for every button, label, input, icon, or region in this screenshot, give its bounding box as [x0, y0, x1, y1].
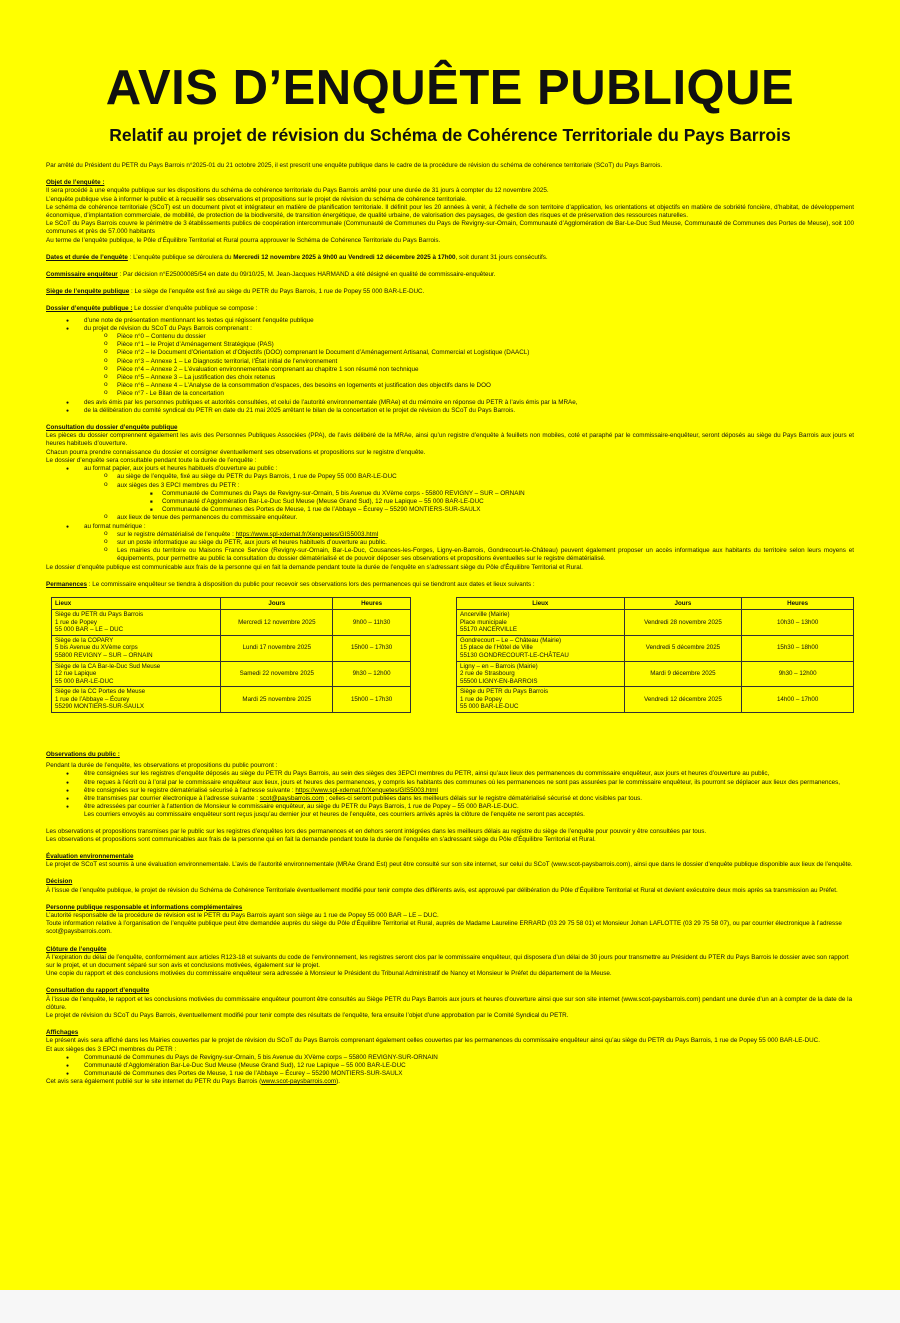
personne-para: L’autorité responsable de la procédure de révision est le PETR du Pays Barrois ayant son siège au 1 rue de Popey 55 000 BAR – LE – DUC.	[46, 911, 439, 919]
cloture-para: À l’expiration du délai de l’enquête, conformément aux articles R123-18 et suivants du code de l’environnement, les registres seront clos par le commissaire enquêteur, qui disposera d’un délai de 30 jours pour transmettre au Président du PTER du Pays Barrois le dossier avec son rapport sur le projet, et un document séparé sur son avis et conclusions motivées, également sur le projet.	[46, 953, 849, 969]
lieu-line: Ligny – en – Barrois (Mairie)	[460, 662, 538, 670]
lieu-line: 55 000 BAR-LE-DUC	[55, 677, 114, 685]
list-item: ● être reçues à l’écrit ou à l’oral par le commissaire enquêteur aux lieux, jours et heures des permanences, y compris les habitants des communes où les permanences ne sont pas assurées par le commissaire enquêteur, ils pourront se déplacer aux lieux des permanences,	[46, 779, 854, 787]
notice-title: AVIS D’ENQUÊTE PUBLIQUE	[105, 61, 795, 115]
affichages-para: Le présent avis sera affiché dans les Mairies couvertes par le projet de révision du SCoT du Pays Barrois comprenant également celles couvertes par les permanences du commissaire enquêteur ainsi qu’au siège du PETR du Pays Barrois, 1 rue de Popey 55 000 BAR-LE-DUC.	[46, 1037, 820, 1045]
list-item: ● au format papier, aux jours et heures habituels d’ouverture au public :	[46, 465, 854, 473]
section-commissaire	[46, 271, 854, 279]
dates-period: Mercredi 12 novembre 2025 à 9h00 au Vendredi 12 décembre 2025 à 17h00	[233, 253, 456, 261]
cloture-heading: Clôture de l’enquête	[46, 945, 107, 953]
section-personne	[46, 904, 854, 937]
rapport-para: Le projet de révision du SCoT du Pays Barrois, éventuellement modifié pour tenir compte des résultats de l’enquête, fera ensuite l’objet d’une approbation par le Comité Syndical du PETR.	[46, 1012, 569, 1020]
personne-para: Toute information relative à l’organisation de l’enquête publique peut être demandée auprès du siège du Pôle d’Équilibre Territorial et Rural, auprès de Madame Laureline ERRARD (03 29 75 58 01) et Monsieur Johan LAFLOTTE (03 29 75 58 07), ou par courrier électronique à l’adresse scot@paysbarrois.com.	[46, 920, 842, 936]
cloture-para: Une copie du rapport et des conclusions motivées du commissaire enquêteur sera adressée à Monsieur le Président du Tribunal Administratif de Nancy et Monsieur le Préfet du département de la Meuse.	[46, 970, 612, 978]
permanences-text: : Le commissaire enquêteur se tiendra à disposition du public pour recevoir ses observations lors des permanences qui se tiendront aux dates et lieux suivants :	[86, 580, 535, 588]
lieu-line: 1 rue de Popey	[460, 695, 502, 703]
section-siege	[46, 288, 854, 296]
lieu-cell	[52, 635, 221, 661]
list-item-text: ; celles-ci seront publiées dans les meilleurs délais sur le registre dématérialisé sécurisé et donc visibles par tous.	[323, 794, 642, 802]
siege-heading: Siège de l’enquête publique	[46, 288, 130, 296]
table-row	[52, 687, 411, 713]
list-item	[46, 787, 854, 795]
lieu-line: 55170 ANCERVILLE	[460, 626, 517, 634]
jour-cell: Vendredi 12 décembre 2025	[624, 687, 742, 713]
heure-cell: 15h00 – 17h30	[333, 687, 411, 713]
lieu-line: 55130 GONDRECOURT-LE-CHÂTEAU	[460, 651, 569, 659]
epci-item: ■ Communauté de Communes du Pays de Revigny-sur-Ornain, 5 bis Avenue du XVème corps - 55800 REVIGNY – SUR – ORNAIN	[46, 490, 854, 498]
permanences-table-right	[456, 597, 854, 713]
affichages-text: Cet avis sera également publié sur le site internet du PETR du Pays Barrois (	[46, 1078, 262, 1086]
list-item	[46, 325, 854, 333]
heure-cell: 9h30 – 12h00	[333, 661, 411, 687]
dates-text: : L’enquête publique se déroulera du	[127, 253, 234, 261]
notice-subtitle: Relatif au projet de révision du Schéma de Cohérence Territoriale du Pays Barrois	[109, 125, 791, 145]
section-consultation	[46, 424, 854, 572]
list-item	[46, 803, 854, 819]
list-item: o sur un poste informatique au siège du PETR, aux jours et heures habituels d’ouverture au public.	[46, 539, 854, 547]
jour-cell: Vendredi 28 novembre 2025	[624, 609, 742, 635]
website-link[interactable]: www.scot-paysbarrois.com	[261, 1078, 337, 1086]
table-header: Heures	[333, 597, 411, 609]
section-permanences	[46, 581, 854, 589]
list-item-text: ● être adressées par courrier à l’attention de Monsieur le commissaire enquêteur, au siège du PETR du Pays Barrois, 1 rue de Popey – 55 000 BAR-LE-DUC.	[84, 803, 519, 811]
lieu-cell	[52, 661, 221, 687]
rapport-para: À l’issue de l’enquête, le rapport et les conclusions motivées du commissaire enquêteur pourront être consultés au Siège PETR du Pays Barrois aux jours et heures d’ouverture ainsi que sur son site internet (www.scot-paysbarrois.com) pendant une durée d’un an à compter de la date de la clôture.	[46, 995, 853, 1011]
epci-item: ■ Communauté d’Agglomération Bar-Le-Duc Sud Meuse (Meuse Grand Sud), 12 rue Lapique – 55 000 BAR-LE-DUC	[46, 498, 854, 506]
list-item: ● être consignées sur les registres d’enquête déposés au siège du PETR du Pays Barrois, au sein des sièges des 3EPCI membres du PETR, ainsi qu’aux lieux des permanences du commissaire enquêteur, aux jours et heures d’ouverture au public,	[46, 770, 854, 778]
list-item: o aux sièges des 3 EPCI membres du PETR :	[46, 482, 854, 490]
heure-cell: 15h00 – 17h30	[333, 635, 411, 661]
dates-heading: Dates et durée de l’enquête	[46, 253, 128, 261]
list-item-text: sur le registre dématérialisé de l’enquête :	[117, 530, 236, 538]
lieu-line: 5 bis Avenue du XVème corps	[55, 644, 138, 652]
table-row	[457, 609, 854, 635]
objet-para: Le SCoT du Pays Barrois couvre le périmètre de 3 établissements publics de coopération intercommunale (Communauté de Communes du Pays de Revigny-sur-Ornain, Communauté d’Agglomération de Bar-Le-Duc Sud Meuse, Communauté de Communes des Portes de Meuse), soit 100 communes et près de 57.000 habitants	[46, 220, 854, 236]
permanences-tables	[46, 597, 854, 747]
personne-heading: Personne publique responsable et informations complémentaires	[46, 903, 243, 911]
section-evaluation	[46, 853, 854, 869]
table-row	[52, 609, 411, 635]
lieu-line: Gondrecourt – Le – Château (Mairie)	[460, 636, 562, 644]
section-dates	[46, 254, 854, 262]
table-row	[457, 687, 854, 713]
list-item: o aux lieux de tenue des permanences du commissaire enquêteur.	[46, 514, 854, 522]
heure-cell: 10h30 – 13h00	[742, 609, 854, 635]
lieu-line: 2 rue de Strasbourg	[460, 670, 515, 678]
consultation-para: Le dossier d’enquête publique est communicable aux frais de la personne qui en fait la demande pendant toute la durée de l’enquête en s’adressant siège du Pôle d’Équilibre Territorial et Rural.	[46, 563, 583, 571]
list-item: ● Communauté d’Agglomération Bar-Le-Duc Sud Meuse (Meuse Grand Sud), 12 rue Lapique – 55 000 BAR-LE-DUC	[46, 1062, 854, 1070]
page-footer-margin	[0, 1290, 900, 1323]
list-item: o Les mairies du territoire ou Maisons France Service (Revigny-sur-Ornain, Bar-Le-Duc, Cousances-les-Forges, Ligny-en-Barrois, Gondrecourt-le-Château) peuvent également proposer un accès informatique aux habitants du territoire selon leurs moyens et équipements, pour permettre au public la consultation du dossier dématérialisé et de pouvoir déposer ses observations et propositions éventuelles sur le registre dématérialisé.	[46, 547, 854, 563]
permanences-table-left	[51, 597, 411, 713]
piece-item: o Pièce n°2 – le Document d’Orientation et d’Objectifs (DOO) comprenant le Document d’Aménagement Artisanal, Commercial et Logistique (DAACL)	[46, 349, 854, 357]
rapport-heading: Consultation du rapport d’enquête	[46, 987, 150, 995]
list-item-text: être consignées sur le registre dématérialisé sécurisé à l’adresse suivante :	[84, 786, 296, 794]
lieu-cell	[457, 687, 625, 713]
consultation-para: Chacun pourra prendre connaissance du dossier et consigner éventuellement ses observations et propositions sur le registre d’enquête.	[46, 448, 426, 456]
section-cloture	[46, 946, 854, 979]
jour-cell: Vendredi 5 décembre 2025	[624, 635, 742, 661]
list-item-text: du projet de révision du SCoT du Pays Barrois comprenant :	[84, 324, 252, 332]
affichages-para	[46, 1078, 854, 1086]
lieu-line: Place municipale	[460, 618, 507, 626]
table-header: Heures	[742, 597, 854, 609]
section-affichages	[46, 1029, 854, 1086]
objet-para: Au terme de l’enquête publique, le Pôle d’Équilibre Territorial et Rural pourra approuver le Schéma de Cohérence Territoriale du Pays Barrois.	[46, 236, 441, 244]
list-item: ● de la délibération du comité syndical du PETR en date du 21 mai 2025 arrêtant le bilan de la concertation et le projet de révision du SCoT du Pays Barrois.	[46, 407, 854, 415]
lieu-line: Siège de la CA Bar-le-Duc Sud Meuse	[55, 662, 161, 670]
heure-cell: 14h00 – 17h00	[742, 687, 854, 713]
email-link[interactable]: scot@paysbarrois.com	[259, 794, 324, 802]
section-observations	[46, 751, 854, 844]
lieu-line: 1 rue de Popey	[55, 618, 97, 626]
list-item: ● Communauté de Communes du Pays de Revigny-sur-Ornain, 5 bis Avenue du XVème corps – 55800 REVIGNY-SUR-ORNAIN	[46, 1054, 854, 1062]
decision-text: À l’issue de l’enquête publique, le projet de révision du Schéma de Cohérence Territoriale éventuellement modifié pour tenir compte des différents avis, est approuvé par délibération du Pôle d’Équilibre Territorial et Rural et devient exécutoire deux mois après sa transmission au Préfet.	[46, 886, 838, 894]
consultation-para: Les pièces du dossier comprennent également les avis des Personnes Publiques Associées (PPA), de l’avis délibéré de la MRAe, ainsi qu’un registre d’enquête à feuillets non mobiles, coté et paraphé par le commissaire-enquêteur, seront déposés au siège du Pays Barrois aux jours et heures habituels d’ouverture.	[46, 432, 854, 448]
lieu-cell	[52, 687, 221, 713]
table-row	[52, 661, 411, 687]
lieu-line: 12 rue Lapique	[55, 670, 97, 678]
list-item: o au siège de l’enquête, fixé au siège du PETR du Pays Barrois, 1 rue de Popey 55 000 BAR-LE-DUC	[46, 473, 854, 481]
heure-cell: 15h30 – 18h00	[742, 635, 854, 661]
piece-item: o Pièce n°3 – Annexe 1 – Le Diagnostic territorial, l’État initial de l’environnement	[46, 358, 854, 366]
list-item: ● d’une note de présentation mentionnant les textes qui régissent l’enquête publique	[46, 317, 854, 325]
lieu-cell	[457, 609, 625, 635]
siege-text: : Le siège de l’enquête est fixé au siège du PETR du Pays Barrois, 1 rue de Popey 55 000 BAR-LE-DUC.	[129, 288, 425, 296]
piece-item: o Pièce n°4 – Annexe 2 – L’évaluation environnementale comprenant au chapitre 1 son résumé non technique	[46, 366, 854, 374]
lieu-line: 15 place de l’Hôtel de Ville	[460, 644, 533, 652]
list-item: ● des avis émis par les personnes publiques et autorités consultées, et celui de l’autorité environnementale (MRAe) et du mémoire en réponse du PETR à l’avis émis par la MRAe,	[46, 399, 854, 407]
affichages-text: ).	[336, 1078, 340, 1086]
list-item	[46, 795, 854, 803]
jour-cell: Mardi 25 novembre 2025	[221, 687, 333, 713]
epci-item: ■ Communauté de Communes des Portes de Meuse, 1 rue de l’Abbaye – Écurey – 55290 MONTIERS-SUR-SAULX	[46, 506, 854, 514]
affichages-para: Et aux sièges des 3 EPCI membres du PETR :	[46, 1045, 177, 1053]
jour-cell: Mercredi 12 novembre 2025	[221, 609, 333, 635]
piece-item: o Pièce n°6 – Annexe 4 – L’Analyse de la consommation d’espaces, des besoins en logements et justification des objectifs dans le DOO	[46, 382, 854, 390]
commissaire-heading: Commissaire enquêteur	[46, 271, 118, 279]
objet-heading: Objet de l’enquête :	[46, 179, 105, 187]
heure-cell: 9h30 – 12h00	[742, 661, 854, 687]
table-row	[457, 635, 854, 661]
lieu-line: 55 000 BAR-LE-DUC	[460, 703, 519, 711]
evaluation-text: Le projet de SCoT est soumis à une évaluation environnementale. L’avis de l’autorité environnementale (MRAe Grand Est) peut être consulté sur son site internet, sur celui du SCoT (www.scot-paysbarrois.com), ainsi que dans le dossier d’enquête publique disponible aux lieux de l’enquête.	[46, 861, 853, 869]
lieu-line: Siège de la COPARY	[55, 636, 114, 644]
lieu-line: 55290 MONTIERS-SUR-SAULX	[55, 703, 145, 711]
table-header: Lieux	[457, 597, 625, 609]
lieu-line: 1 rue de l’Abbaye – Écurey	[55, 695, 130, 703]
lieu-line: Siège du PETR du Pays Barrois	[55, 610, 144, 618]
affichages-heading: Affichages	[46, 1029, 79, 1037]
consultation-para: Le dossier d’enquête sera consultable pendant toute la durée de l’enquête :	[46, 456, 257, 464]
registre-link[interactable]: https://www.spl-xdemat.fr/Xenquetes/GIS5003.html	[235, 530, 379, 538]
lieu-line: 55500 LIGNY-EN-BARROIS	[460, 677, 538, 685]
list-item	[46, 531, 854, 539]
piece-item: o Pièce n°7 - Le Bilan de la concertation	[46, 390, 854, 398]
list-item: ● Communauté de Communes des Portes de Meuse, 1 rue de l’Abbaye – Écurey – 55290 MONTIERS-SUR-SAULX	[46, 1070, 854, 1078]
table-header: Lieux	[52, 597, 221, 609]
lieu-cell	[52, 609, 221, 635]
dossier-text: Le dossier d’enquête publique se compose :	[132, 305, 258, 313]
lieu-line: 55 000 BAR – LE – DUC	[55, 626, 124, 634]
jour-cell: Lundi 17 novembre 2025	[221, 635, 333, 661]
dates-text-end: , soit durant 31 jours consécutifs.	[455, 253, 548, 261]
observations-para: Les observations et propositions sont communicables aux frais de la personne qui en fait la demande pendant toute la durée de l’enquête en s’adressant siège du Pôle d’Équilibre Territorial et Rural.	[46, 835, 596, 843]
lieu-cell	[457, 635, 625, 661]
observations-para: Pendant la durée de l’enquête, les observations et propositions du public pourront :	[46, 762, 278, 770]
lieu-line: Siège du PETR du Pays Barrois	[460, 688, 549, 696]
list-item: ● au format numérique :	[46, 523, 854, 531]
piece-item: o Pièce n°5 – Annexe 3 – La justification des choix retenus	[46, 374, 854, 382]
intro-paragraph: Par arrêté du Président du PETR du Pays Barrois n°2025-01 du 21 octobre 2025, il est prescrit une enquête publique dans le cadre de la procédure de révision du schéma de cohérence territoriale (SCoT) du Pays Barrois.	[46, 162, 663, 169]
consultation-heading: Consultation du dossier d’enquête publique	[46, 424, 178, 432]
jour-cell: Samedi 22 novembre 2025	[221, 661, 333, 687]
decision-heading: Décision	[46, 878, 73, 886]
observations-para: Les observations et propositions transmises par le public sur les registres d’enquêtes lors des permanences et en dehors seront intégrées dans les meilleurs délais au registre du siège de l’enquête pour pouvoir y être consultées par tous.	[46, 827, 707, 835]
lieu-line: 55800 REVIGNY – SUR – ORNAIN	[55, 651, 153, 659]
evaluation-heading: Évaluation environnementale	[46, 852, 134, 860]
table-row	[52, 635, 411, 661]
dossier-heading: Dossier d’enquête publique :	[46, 305, 133, 313]
table-header: Jours	[221, 597, 333, 609]
piece-item: o Pièce n°1 – le Projet d’Aménagement Stratégique (PAS)	[46, 341, 854, 349]
table-row	[457, 661, 854, 687]
objet-para: L’enquête publique vise à informer le public et à recueillir ses observations et propositions sur le projet de révision du schéma de cohérence territoriale.	[46, 195, 467, 203]
section-dossier	[46, 305, 854, 415]
section-decision	[46, 878, 854, 894]
objet-para: Le schéma de cohérence territoriale (SCoT) est un document pivot et intégrateur en matière de planification territoriale. Il définit pour les 20 années à venir, à l’échelle de son territoire d’application, les orientations et objectifs en matière de sobriété foncière, d’habitat, de développement économique, d’implantation commerciale, de mobilité, de protection de la biodiversité, de transition énergétique, de qualité urbaine, de valorisation des paysages, de gestion des risques et de préservation des ressources naturelles.	[46, 203, 854, 220]
observations-heading: Observations du public :	[46, 750, 120, 758]
table-header: Jours	[624, 597, 742, 609]
registre-link[interactable]: https://www.spl-xdemat.fr/Xenquetes/GIS5003.html	[295, 786, 438, 794]
lieu-line: Siège de la CC Portes de Meuse	[55, 688, 146, 696]
permanences-heading: Permanences	[46, 580, 87, 588]
section-objet	[46, 179, 854, 245]
list-item-text: Les courriers envoyés au commissaire enquêteur sont reçus jusqu’au dernier jour et heures de l’enquête, ces courriers arrivés après la clôture de l’enquête ne seront pas acceptés.	[84, 811, 585, 819]
objet-para: Il sera procédé à une enquête publique sur les dispositions du schéma de cohérence territoriale du Pays Barrois arrêté pour une durée de 31 jours à compter du 12 novembre 2025.	[46, 187, 549, 195]
lieu-cell	[457, 661, 625, 687]
lieu-line: Ancerville (Mairie)	[460, 610, 510, 618]
jour-cell: Mardi 9 décembre 2025	[624, 661, 742, 687]
heure-cell: 9h00 – 11h30	[333, 609, 411, 635]
commissaire-text: : Par décision n°E25000085/54 en date du 09/10/25, M. Jean-Jacques HARMAND a été désigné en qualité de commissaire-enquêteur.	[117, 271, 496, 279]
list-item-text: être transmises par courrier électronique à l’adresse suivante :	[84, 794, 260, 802]
piece-item: o Pièce n°0 – Contenu du dossier	[46, 333, 854, 341]
section-rapport	[46, 987, 854, 1020]
